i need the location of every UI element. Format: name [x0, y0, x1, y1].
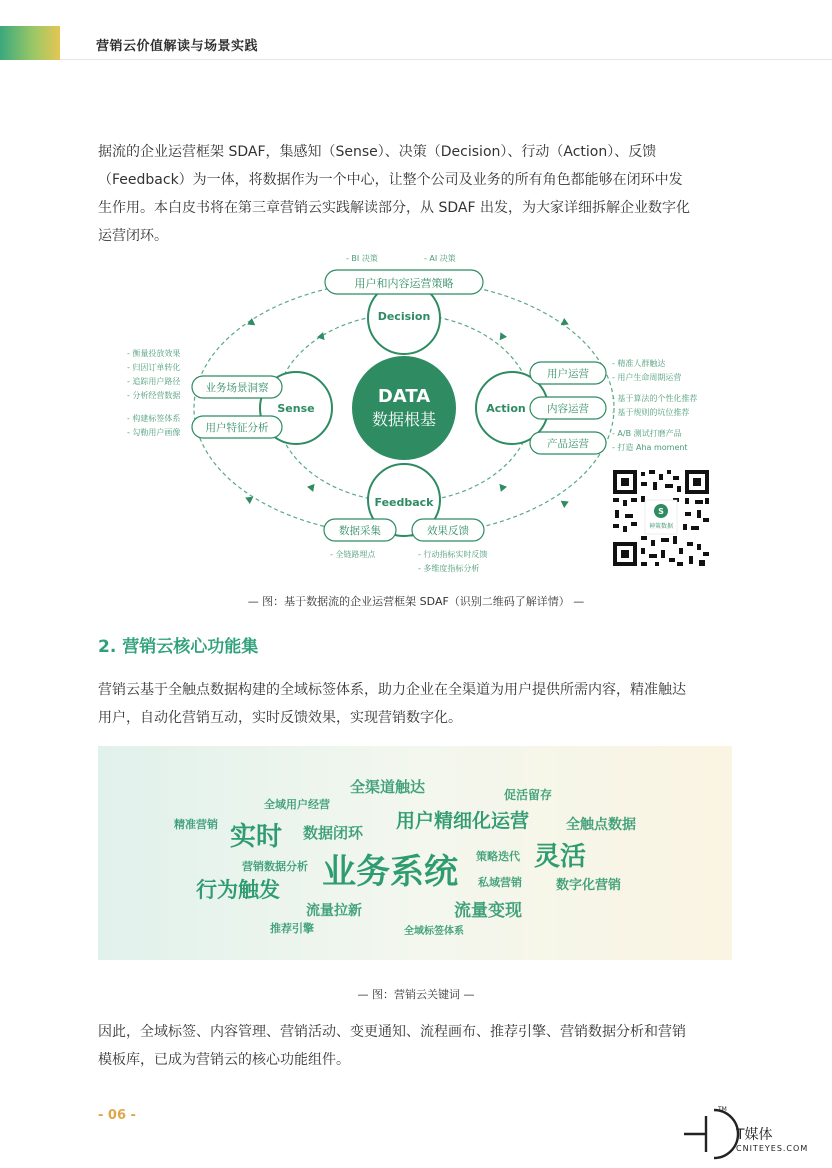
decision-box: 用户和内容运营策略	[354, 277, 454, 290]
action-box: 内容运营	[547, 403, 589, 415]
sense-note: - 归因订单转化	[127, 363, 181, 372]
brand-trademark: TM	[718, 1106, 727, 1113]
keyword: 策略迭代	[476, 850, 520, 863]
section-title: 2. 营销云核心功能集	[98, 637, 259, 657]
keyword: 业务系统	[322, 852, 458, 892]
section-line: 用户，自动化营销互动，实时反馈效果，实现营销数字化。	[98, 710, 462, 726]
page-number: - 06 -	[98, 1108, 136, 1123]
action-note: - 用户生命周期运营	[612, 373, 682, 382]
keyword: 流量变现	[454, 901, 522, 921]
keyword: 全域标签体系	[404, 926, 464, 937]
action-note: - 精准人群触达	[612, 359, 666, 368]
intro-line: 据流的企业运营框架 SDAF，集感知（Sense）、决策（Decision）、行动（Action）、反馈	[98, 144, 657, 160]
section-line: 营销云基于全触点数据构建的全域标签体系，助力企业在全渠道为用户提供所需内容，精准触达	[98, 682, 686, 698]
sense-box: 业务场景洞察	[205, 382, 269, 394]
feedback-note: - 全链路埋点	[330, 550, 376, 559]
sense-label: Sense	[277, 402, 315, 415]
action-note: - 打造 Aha moment	[612, 443, 688, 452]
keyword: 实时	[230, 822, 283, 852]
keyword-cloud	[98, 746, 732, 960]
figure-caption: — 图：基于数据流的企业运营框架 SDAF（识别二维码了解详情） —	[247, 595, 585, 608]
action-note: - 基于算法的个性化推荐	[612, 394, 698, 403]
center-subtitle: 数据根基	[371, 410, 437, 429]
sense-note: - 构建标签体系	[127, 414, 181, 423]
keyword: 用户精细化运营	[396, 810, 530, 832]
keyword: 营销数据分析	[242, 860, 308, 873]
sense-note: - 追踪用户路径	[127, 377, 181, 386]
keyword: 数字化营销	[556, 878, 622, 893]
decision-label: Decision	[377, 310, 431, 323]
decision-note: - BI 决策	[346, 254, 378, 263]
center-title: DATA	[377, 386, 431, 407]
sense-note: - 分析经营数据	[127, 391, 181, 400]
sense-box: 用户特征分析	[205, 422, 269, 434]
action-note: - 基于规则的坑位推荐	[612, 408, 690, 417]
intro-line: 运营闭环。	[98, 228, 168, 244]
sense-note: - 衡量投放效果	[127, 349, 181, 358]
figure-caption: — 图：营销云关键词 —	[357, 988, 475, 1001]
qr-label: 神策数据	[648, 523, 674, 530]
keyword: 促活留存	[504, 788, 553, 802]
action-note: - A/B 测试打磨产品	[612, 429, 682, 438]
keyword: 行为触发	[196, 878, 280, 902]
svg-text:S: S	[658, 507, 664, 516]
feedback-note: - 行动指标实时反馈	[418, 550, 488, 559]
action-label: Action	[486, 402, 526, 415]
sdaf-diagram	[0, 240, 832, 580]
brand-domain: CNITEYES.COM	[736, 1144, 809, 1153]
feedback-box: 效果反馈	[427, 525, 469, 537]
intro-line: 生作用。本白皮书将在第三章营销云实践解读部分，从 SDAF 出发，为大家详细拆解企业数字化	[98, 200, 690, 216]
header-title: 营销云价值解读与场景实践	[96, 39, 259, 54]
header-divider	[60, 59, 832, 60]
header-accent-bar	[0, 26, 60, 60]
keyword: 数据闭环	[303, 824, 364, 842]
keyword: 全触点数据	[566, 817, 636, 833]
qr-code	[611, 468, 711, 568]
action-box: 产品运营	[547, 438, 589, 450]
feedback-label: Feedback	[374, 496, 434, 509]
outro-line: 因此，全域标签、内容管理、营销活动、变更通知、流程画布、推荐引擎、营销数据分析和营销	[98, 1024, 686, 1040]
keyword: 全域用户经营	[264, 798, 330, 811]
section-paragraph	[98, 676, 738, 732]
sense-note: - 勾勒用户画像	[127, 428, 181, 437]
intro-paragraph	[98, 138, 738, 250]
keyword: 灵活	[534, 842, 587, 872]
keyword: 流量拉新	[306, 903, 362, 919]
keyword: 全渠道触达	[350, 778, 426, 796]
feedback-box: 数据采集	[339, 525, 381, 537]
intro-line: （Feedback）为一体，将数据作为一个中心，让整个公司及业务的所有角色都能够在闭环中发	[98, 172, 683, 188]
action-box: 用户运营	[547, 368, 589, 380]
feedback-note: - 多维度指标分析	[418, 564, 480, 573]
keyword: 推荐引擎	[270, 922, 314, 935]
brand-name: T媒体	[736, 1127, 773, 1143]
outro-paragraph	[98, 1018, 738, 1074]
keyword: 私域营销	[478, 876, 522, 889]
data-center-circle	[352, 356, 456, 460]
outro-line: 模板库，已成为营销云的核心功能组件。	[98, 1052, 350, 1068]
decision-note: - AI 决策	[424, 254, 456, 263]
keyword: 精准营销	[174, 818, 218, 831]
